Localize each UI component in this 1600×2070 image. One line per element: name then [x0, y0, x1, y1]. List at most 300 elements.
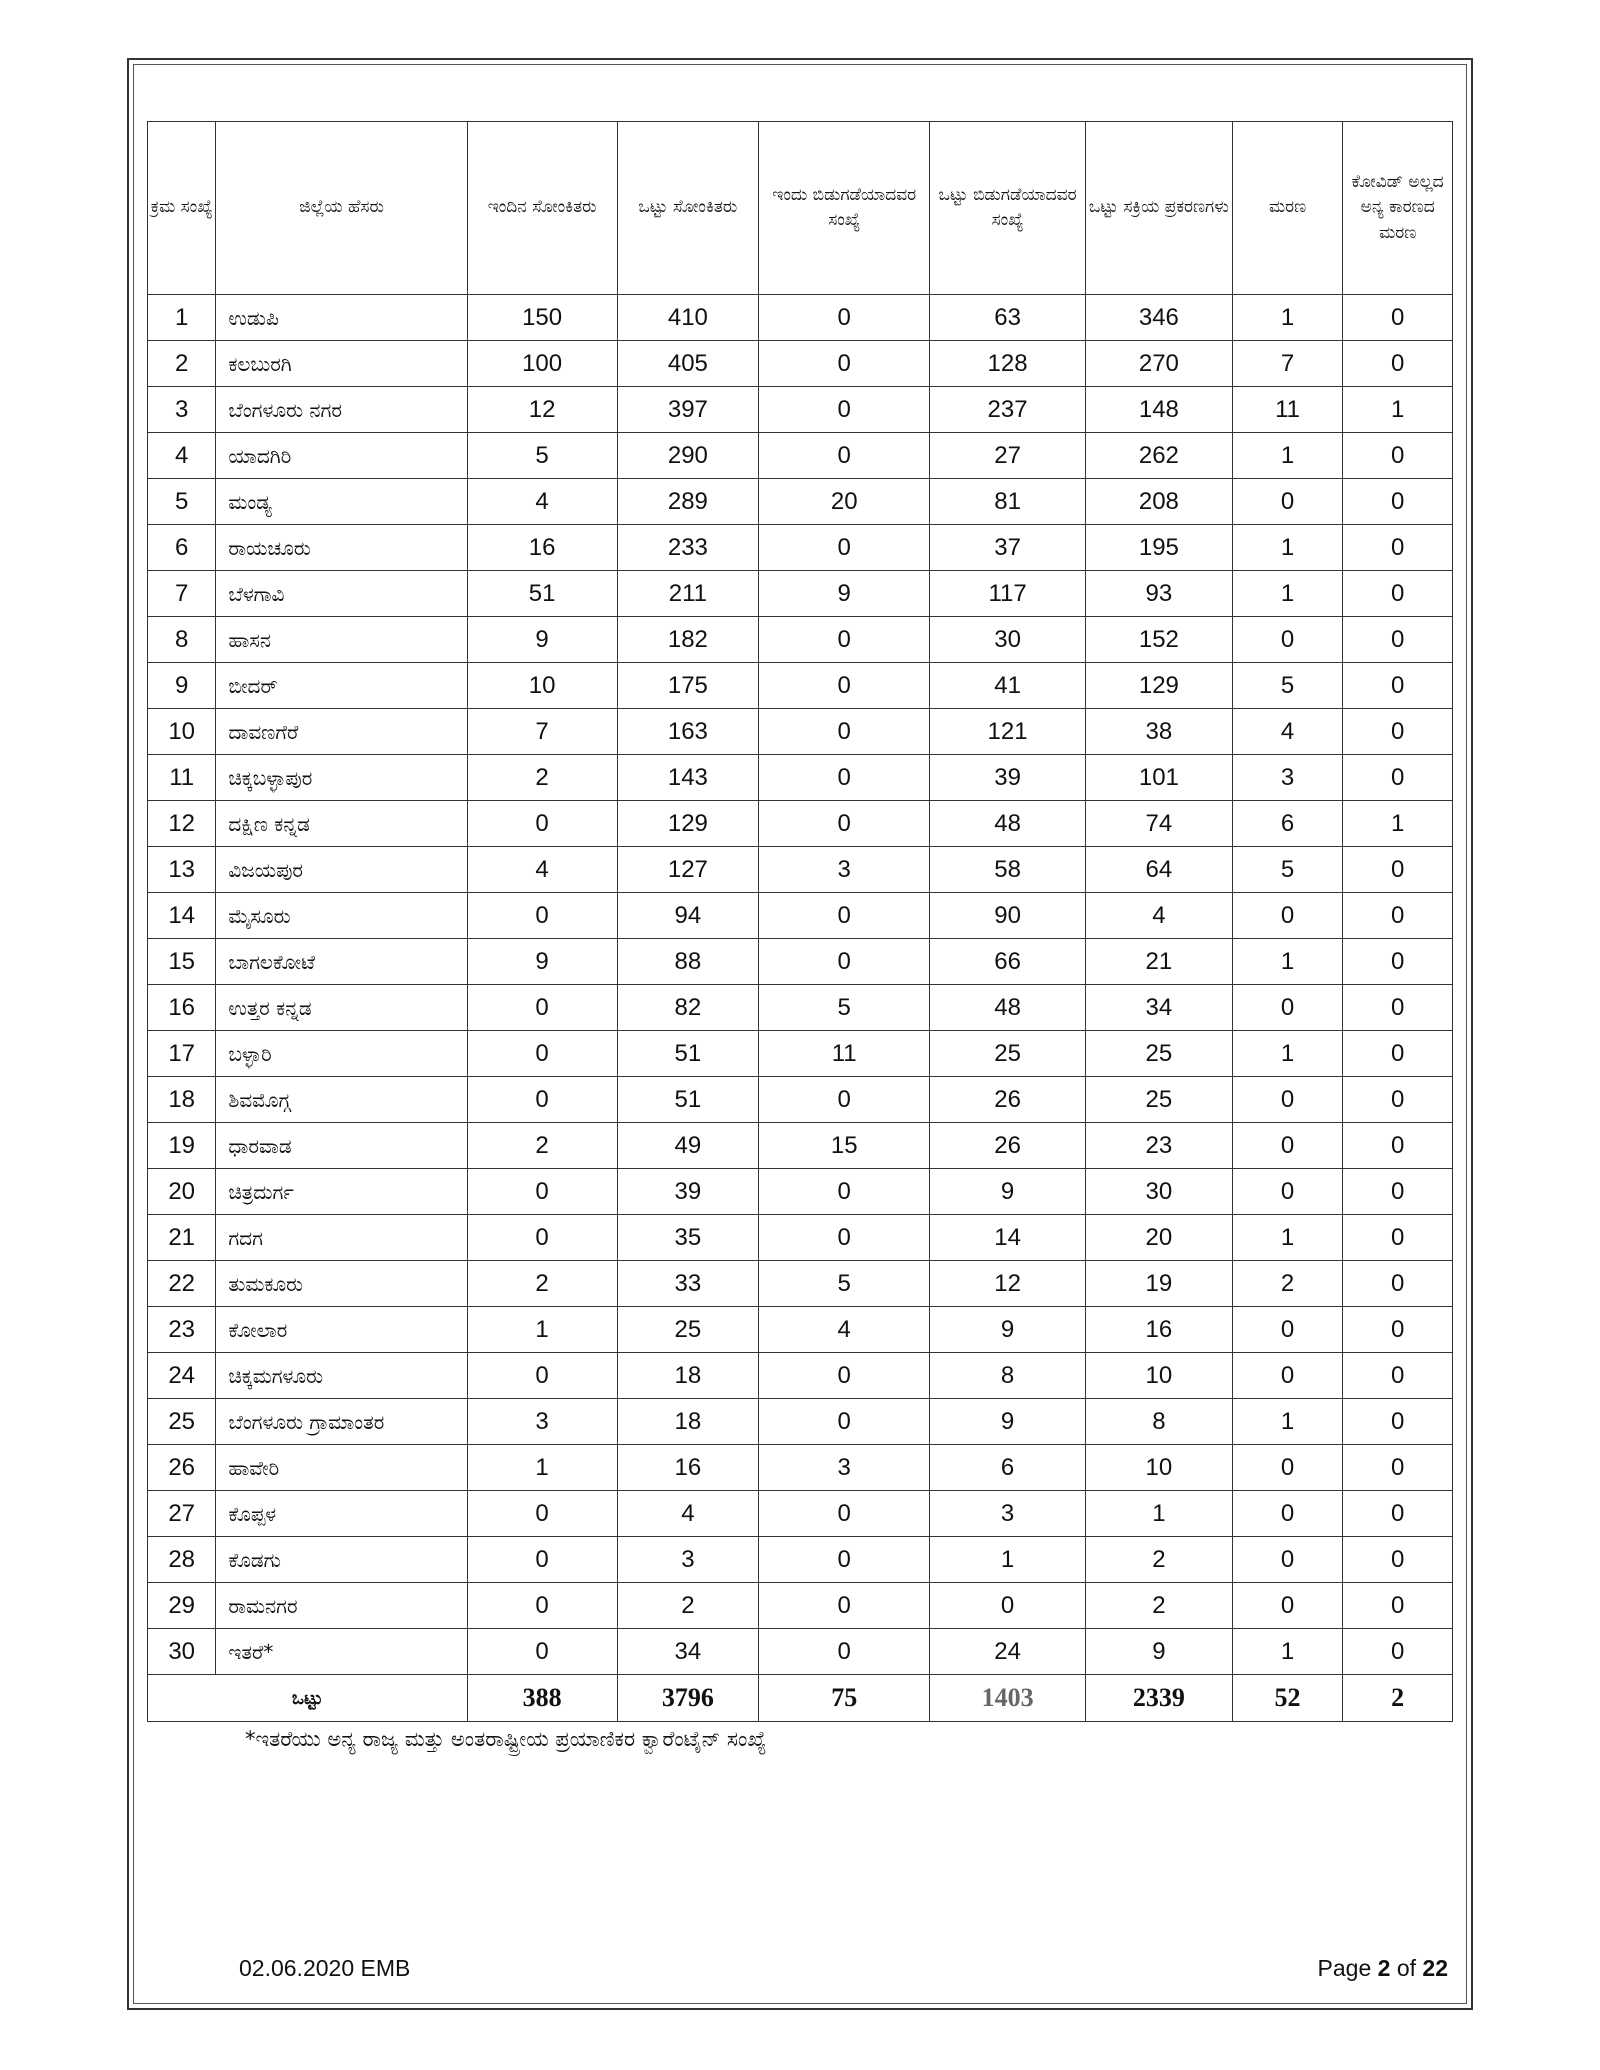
cell-non-covid-deaths: 0: [1343, 1261, 1453, 1307]
header-district-name: ಜಿಲ್ಲೆಯ ಹೆಸರು: [216, 122, 467, 295]
cell-total-positive: 211: [617, 571, 759, 617]
cell-total-positive: 2: [617, 1583, 759, 1629]
cell-today-discharged: 0: [759, 663, 930, 709]
cell-non-covid-deaths: 0: [1343, 1399, 1453, 1445]
total-label: ಒಟ್ಟು: [148, 1675, 468, 1722]
table-row: [148, 1399, 1453, 1445]
cell-non-covid-deaths: 0: [1343, 663, 1453, 709]
cell-serial-no: 30: [148, 1629, 216, 1675]
cell-non-covid-deaths: 0: [1343, 295, 1453, 341]
cell-total-discharged: 0: [930, 1583, 1086, 1629]
table-row: [148, 387, 1453, 433]
cell-deaths: 2: [1232, 1261, 1343, 1307]
header-total-discharged: ಒಟ್ಟು ಬಿಡುಗಡೆಯಾದವರ ಸಂಖ್ಯೆ: [930, 122, 1086, 295]
cell-active-cases: 8: [1085, 1399, 1232, 1445]
cell-today-discharged: 0: [759, 1583, 930, 1629]
cell-serial-no: 25: [148, 1399, 216, 1445]
table-row: [148, 1629, 1453, 1675]
cell-today-positive: 1: [467, 1445, 617, 1491]
cell-non-covid-deaths: 0: [1343, 1123, 1453, 1169]
cell-active-cases: 2: [1085, 1537, 1232, 1583]
header-today-positive: ಇಂದಿನ ಸೋಂಕಿತರು: [467, 122, 617, 295]
cell-serial-no: 23: [148, 1307, 216, 1353]
cell-serial-no: 22: [148, 1261, 216, 1307]
cell-deaths: 4: [1232, 709, 1343, 755]
cell-deaths: 0: [1232, 479, 1343, 525]
cell-total-positive: 405: [617, 341, 759, 387]
cell-total-discharged: 26: [930, 1077, 1086, 1123]
header-today-discharged: ಇಂದು ಬಿಡುಗಡೆಯಾದವರ ಸಂಖ್ಯೆ: [759, 122, 930, 295]
table-row: [148, 341, 1453, 387]
cell-serial-no: 7: [148, 571, 216, 617]
cell-deaths: 7: [1232, 341, 1343, 387]
cell-active-cases: 21: [1085, 939, 1232, 985]
cell-today-discharged: 20: [759, 479, 930, 525]
table-total-row: [148, 1675, 1453, 1722]
table-row: [148, 985, 1453, 1031]
cell-deaths: 1: [1232, 1215, 1343, 1261]
cell-active-cases: 270: [1085, 341, 1232, 387]
page-prefix: Page: [1317, 1955, 1372, 1981]
cell-active-cases: 34: [1085, 985, 1232, 1031]
cell-non-covid-deaths: 0: [1343, 571, 1453, 617]
cell-total-discharged: 128: [930, 341, 1086, 387]
table-row: [148, 1445, 1453, 1491]
cell-total-discharged: 9: [930, 1307, 1086, 1353]
cell-district-name: ಕೊಪ್ಪಳ: [216, 1491, 467, 1537]
total-active-cases: 2339: [1085, 1675, 1232, 1722]
cell-today-positive: 0: [467, 1077, 617, 1123]
cell-active-cases: 346: [1085, 295, 1232, 341]
cell-district-name: ಬೀದರ್: [216, 663, 467, 709]
cell-deaths: 0: [1232, 1445, 1343, 1491]
cell-today-discharged: 0: [759, 1399, 930, 1445]
cell-total-positive: 25: [617, 1307, 759, 1353]
cell-district-name: ವಿಜಯಪುರ: [216, 847, 467, 893]
cell-total-discharged: 117: [930, 571, 1086, 617]
cell-serial-no: 2: [148, 341, 216, 387]
cell-non-covid-deaths: 0: [1343, 1537, 1453, 1583]
cell-serial-no: 29: [148, 1583, 216, 1629]
cell-today-discharged: 4: [759, 1307, 930, 1353]
total-today-positive: 388: [467, 1675, 617, 1722]
cell-today-discharged: 0: [759, 617, 930, 663]
cell-district-name: ಚಿಕ್ಕಬಳ್ಳಾಪುರ: [216, 755, 467, 801]
cell-active-cases: 25: [1085, 1031, 1232, 1077]
cell-non-covid-deaths: 0: [1343, 1307, 1453, 1353]
cell-total-discharged: 30: [930, 617, 1086, 663]
cell-serial-no: 13: [148, 847, 216, 893]
cell-non-covid-deaths: 0: [1343, 1031, 1453, 1077]
cell-deaths: 1: [1232, 433, 1343, 479]
cell-deaths: 0: [1232, 1583, 1343, 1629]
cell-serial-no: 24: [148, 1353, 216, 1399]
cell-total-discharged: 25: [930, 1031, 1086, 1077]
cell-today-discharged: 0: [759, 341, 930, 387]
table-row: [148, 1261, 1453, 1307]
cell-deaths: 0: [1232, 617, 1343, 663]
cell-today-positive: 150: [467, 295, 617, 341]
cell-district-name: ಇತರೆ*: [216, 1629, 467, 1675]
cell-today-positive: 0: [467, 1583, 617, 1629]
table-row: [148, 939, 1453, 985]
cell-active-cases: 148: [1085, 387, 1232, 433]
cell-non-covid-deaths: 0: [1343, 1491, 1453, 1537]
cell-non-covid-deaths: 0: [1343, 1583, 1453, 1629]
cell-serial-no: 4: [148, 433, 216, 479]
cell-today-discharged: 11: [759, 1031, 930, 1077]
cell-deaths: 0: [1232, 1077, 1343, 1123]
cell-serial-no: 8: [148, 617, 216, 663]
cell-total-discharged: 1: [930, 1537, 1086, 1583]
cell-total-discharged: 37: [930, 525, 1086, 571]
cell-district-name: ಕಲಬುರಗಿ: [216, 341, 467, 387]
cell-district-name: ಬಳ್ಳಾರಿ: [216, 1031, 467, 1077]
cell-total-positive: 129: [617, 801, 759, 847]
cell-today-positive: 2: [467, 1123, 617, 1169]
cell-deaths: 1: [1232, 1399, 1343, 1445]
cell-serial-no: 27: [148, 1491, 216, 1537]
cell-total-discharged: 48: [930, 985, 1086, 1031]
table-row: [148, 1353, 1453, 1399]
cell-total-discharged: 14: [930, 1215, 1086, 1261]
cell-district-name: ಮಂಡ್ಯ: [216, 479, 467, 525]
cell-serial-no: 14: [148, 893, 216, 939]
page-current: 2: [1377, 1955, 1391, 1981]
cell-total-discharged: 58: [930, 847, 1086, 893]
table-row: [148, 893, 1453, 939]
cell-active-cases: 9: [1085, 1629, 1232, 1675]
cell-total-positive: 289: [617, 479, 759, 525]
cell-today-discharged: 9: [759, 571, 930, 617]
table-row: [148, 479, 1453, 525]
cell-active-cases: 38: [1085, 709, 1232, 755]
cell-non-covid-deaths: 0: [1343, 1353, 1453, 1399]
footer-date-code: 02.06.2020 EMB: [239, 1955, 411, 1981]
cell-total-discharged: 6: [930, 1445, 1086, 1491]
cell-serial-no: 6: [148, 525, 216, 571]
cell-serial-no: 12: [148, 801, 216, 847]
cell-non-covid-deaths: 0: [1343, 939, 1453, 985]
cell-non-covid-deaths: 0: [1343, 433, 1453, 479]
cell-today-positive: 4: [467, 479, 617, 525]
cell-serial-no: 1: [148, 295, 216, 341]
cell-serial-no: 18: [148, 1077, 216, 1123]
cell-today-positive: 0: [467, 893, 617, 939]
cell-district-name: ಬೆಳಗಾವಿ: [216, 571, 467, 617]
table-row: [148, 847, 1453, 893]
cell-today-positive: 1: [467, 1307, 617, 1353]
cell-district-name: ಮೈಸೂರು: [216, 893, 467, 939]
table-row: [148, 663, 1453, 709]
cell-non-covid-deaths: 0: [1343, 1445, 1453, 1491]
cell-active-cases: 20: [1085, 1215, 1232, 1261]
total-discharged: 1403: [930, 1675, 1086, 1722]
cell-total-discharged: 27: [930, 433, 1086, 479]
cell-total-discharged: 9: [930, 1169, 1086, 1215]
cell-district-name: ರಾಮನಗರ: [216, 1583, 467, 1629]
cell-today-discharged: 0: [759, 709, 930, 755]
cell-total-positive: 290: [617, 433, 759, 479]
cell-non-covid-deaths: 1: [1343, 801, 1453, 847]
cell-total-positive: 51: [617, 1031, 759, 1077]
cell-active-cases: 208: [1085, 479, 1232, 525]
table-body: [148, 295, 1453, 1675]
cell-serial-no: 21: [148, 1215, 216, 1261]
cell-active-cases: 4: [1085, 893, 1232, 939]
cell-district-name: ಚಿಕ್ಕಮಗಳೂರು: [216, 1353, 467, 1399]
cell-today-discharged: 3: [759, 1445, 930, 1491]
cell-today-discharged: 0: [759, 1491, 930, 1537]
cell-total-positive: 175: [617, 663, 759, 709]
cell-deaths: 0: [1232, 893, 1343, 939]
cell-district-name: ಉತ್ತರ ಕನ್ನಡ: [216, 985, 467, 1031]
cell-deaths: 0: [1232, 1491, 1343, 1537]
cell-today-discharged: 5: [759, 985, 930, 1031]
cell-non-covid-deaths: 0: [1343, 525, 1453, 571]
cell-today-positive: 0: [467, 1537, 617, 1583]
cell-today-discharged: 0: [759, 801, 930, 847]
cell-active-cases: 16: [1085, 1307, 1232, 1353]
table-row: [148, 1169, 1453, 1215]
cell-deaths: 5: [1232, 663, 1343, 709]
cell-deaths: 11: [1232, 387, 1343, 433]
cell-total-discharged: 41: [930, 663, 1086, 709]
total-non-covid-deaths: 2: [1343, 1675, 1453, 1722]
cell-today-discharged: 0: [759, 387, 930, 433]
cell-total-discharged: 66: [930, 939, 1086, 985]
cell-total-discharged: 8: [930, 1353, 1086, 1399]
cell-today-positive: 51: [467, 571, 617, 617]
cell-serial-no: 15: [148, 939, 216, 985]
cell-deaths: 1: [1232, 525, 1343, 571]
cell-serial-no: 17: [148, 1031, 216, 1077]
cell-non-covid-deaths: 0: [1343, 847, 1453, 893]
cell-deaths: 1: [1232, 1629, 1343, 1675]
cell-deaths: 0: [1232, 1307, 1343, 1353]
table-row: [148, 1077, 1453, 1123]
page-of: of: [1396, 1955, 1417, 1981]
cell-today-positive: 100: [467, 341, 617, 387]
cell-total-positive: 18: [617, 1399, 759, 1445]
cell-today-positive: 3: [467, 1399, 617, 1445]
cell-total-discharged: 3: [930, 1491, 1086, 1537]
cell-today-positive: 9: [467, 617, 617, 663]
cell-total-discharged: 90: [930, 893, 1086, 939]
table-row: [148, 1491, 1453, 1537]
cell-active-cases: 30: [1085, 1169, 1232, 1215]
cell-total-positive: 143: [617, 755, 759, 801]
table-row: [148, 571, 1453, 617]
cell-total-positive: 94: [617, 893, 759, 939]
cell-total-positive: 163: [617, 709, 759, 755]
cell-non-covid-deaths: 0: [1343, 755, 1453, 801]
cell-serial-no: 26: [148, 1445, 216, 1491]
cell-district-name: ದಾವಣಗೆರೆ: [216, 709, 467, 755]
cell-today-discharged: 0: [759, 1169, 930, 1215]
cell-district-name: ಉಡುಪಿ: [216, 295, 467, 341]
cell-district-name: ಧಾರವಾಡ: [216, 1123, 467, 1169]
cell-active-cases: 10: [1085, 1353, 1232, 1399]
table-header-row: [148, 122, 1453, 295]
cell-district-name: ಬೆಂಗಳೂರು ಗ್ರಾಮಾಂತರ: [216, 1399, 467, 1445]
cell-deaths: 5: [1232, 847, 1343, 893]
cell-non-covid-deaths: 0: [1343, 1629, 1453, 1675]
cell-non-covid-deaths: 0: [1343, 985, 1453, 1031]
cell-active-cases: 64: [1085, 847, 1232, 893]
cell-today-positive: 5: [467, 433, 617, 479]
cell-district-name: ತುಮಕೂರು: [216, 1261, 467, 1307]
cell-active-cases: 10: [1085, 1445, 1232, 1491]
cell-serial-no: 10: [148, 709, 216, 755]
cell-non-covid-deaths: 0: [1343, 709, 1453, 755]
cell-deaths: 1: [1232, 571, 1343, 617]
cell-total-positive: 233: [617, 525, 759, 571]
footnote: *ಇತರೆಯು ಅನ್ಯ ರಾಜ್ಯ ಮತ್ತು ಅಂತರಾಷ್ಟ್ರೀಯ ಪ್ರಯಾಣಿಕರ ಕ್ವಾರೆಂಟೈನ್ ಸಂಖ್ಯೆ: [245, 1727, 767, 1751]
table-row: [148, 709, 1453, 755]
cell-serial-no: 19: [148, 1123, 216, 1169]
cell-total-discharged: 48: [930, 801, 1086, 847]
cell-district-name: ಯಾದಗಿರಿ: [216, 433, 467, 479]
cell-district-name: ಕೋಲಾರ: [216, 1307, 467, 1353]
page-total: 22: [1422, 1955, 1448, 1981]
total-deaths: 52: [1232, 1675, 1343, 1722]
cell-total-positive: 4: [617, 1491, 759, 1537]
cell-today-discharged: 0: [759, 1077, 930, 1123]
cell-active-cases: 262: [1085, 433, 1232, 479]
cell-total-positive: 82: [617, 985, 759, 1031]
cell-non-covid-deaths: 0: [1343, 893, 1453, 939]
cell-non-covid-deaths: 0: [1343, 1169, 1453, 1215]
cell-total-discharged: 81: [930, 479, 1086, 525]
cell-serial-no: 16: [148, 985, 216, 1031]
cell-deaths: 3: [1232, 755, 1343, 801]
cell-deaths: 6: [1232, 801, 1343, 847]
table-row: [148, 525, 1453, 571]
cell-district-name: ಶಿವಮೊಗ್ಗ: [216, 1077, 467, 1123]
cell-total-discharged: 9: [930, 1399, 1086, 1445]
cell-today-discharged: 0: [759, 295, 930, 341]
header-active-cases: ಒಟ್ಟು ಸಕ್ರಿಯ ಪ್ರಕರಣಗಳು: [1085, 122, 1232, 295]
cell-deaths: 1: [1232, 1031, 1343, 1077]
cell-non-covid-deaths: 0: [1343, 341, 1453, 387]
cell-district-name: ಬಾಗಲಕೋಟೆ: [216, 939, 467, 985]
cell-total-positive: 49: [617, 1123, 759, 1169]
cell-deaths: 0: [1232, 1123, 1343, 1169]
cell-total-positive: 127: [617, 847, 759, 893]
cell-total-positive: 33: [617, 1261, 759, 1307]
cell-non-covid-deaths: 1: [1343, 387, 1453, 433]
cell-today-positive: 0: [467, 1031, 617, 1077]
cell-total-discharged: 237: [930, 387, 1086, 433]
cell-total-positive: 18: [617, 1353, 759, 1399]
cell-non-covid-deaths: 0: [1343, 1215, 1453, 1261]
total-positive: 3796: [617, 1675, 759, 1722]
cell-district-name: ಹಾಸನ: [216, 617, 467, 663]
footer-page-number: [1318, 1955, 1448, 1982]
cell-today-positive: 2: [467, 1261, 617, 1307]
cell-today-discharged: 0: [759, 1353, 930, 1399]
cell-district-name: ಕೊಡಗು: [216, 1537, 467, 1583]
cell-serial-no: 3: [148, 387, 216, 433]
cell-total-positive: 51: [617, 1077, 759, 1123]
cell-today-positive: 0: [467, 1353, 617, 1399]
cell-active-cases: 1: [1085, 1491, 1232, 1537]
cell-active-cases: 129: [1085, 663, 1232, 709]
cell-today-discharged: 5: [759, 1261, 930, 1307]
cell-total-positive: 410: [617, 295, 759, 341]
cell-serial-no: 20: [148, 1169, 216, 1215]
cell-today-discharged: 0: [759, 755, 930, 801]
cell-active-cases: 2: [1085, 1583, 1232, 1629]
cell-deaths: 0: [1232, 1169, 1343, 1215]
cell-active-cases: 152: [1085, 617, 1232, 663]
cell-deaths: 0: [1232, 985, 1343, 1031]
cell-serial-no: 9: [148, 663, 216, 709]
cell-today-discharged: 0: [759, 1215, 930, 1261]
table-row: [148, 1537, 1453, 1583]
cell-district-name: ಹಾವೇರಿ: [216, 1445, 467, 1491]
cell-total-positive: 34: [617, 1629, 759, 1675]
cell-today-discharged: 0: [759, 1629, 930, 1675]
cell-today-discharged: 3: [759, 847, 930, 893]
cell-total-positive: 182: [617, 617, 759, 663]
cell-active-cases: 101: [1085, 755, 1232, 801]
cell-district-name: ದಕ್ಷಿಣ ಕನ್ನಡ: [216, 801, 467, 847]
cell-serial-no: 5: [148, 479, 216, 525]
cell-today-positive: 0: [467, 801, 617, 847]
cell-active-cases: 23: [1085, 1123, 1232, 1169]
header-non-covid-deaths: ಕೋವಿಡ್ ಅಲ್ಲದ ಅನ್ಯ ಕಾರಣದ ಮರಣ: [1343, 122, 1453, 295]
table-row: [148, 1123, 1453, 1169]
cell-today-positive: 4: [467, 847, 617, 893]
cell-today-discharged: 0: [759, 525, 930, 571]
cell-today-positive: 12: [467, 387, 617, 433]
cell-total-discharged: 63: [930, 295, 1086, 341]
cell-today-positive: 10: [467, 663, 617, 709]
cell-today-positive: 9: [467, 939, 617, 985]
cell-today-discharged: 0: [759, 1537, 930, 1583]
table-row: [148, 801, 1453, 847]
cell-total-positive: 88: [617, 939, 759, 985]
cell-today-positive: 2: [467, 755, 617, 801]
header-deaths: ಮರಣ: [1232, 122, 1343, 295]
cell-total-discharged: 24: [930, 1629, 1086, 1675]
header-total-positive: ಒಟ್ಟು ಸೋಂಕಿತರು: [617, 122, 759, 295]
cell-non-covid-deaths: 0: [1343, 479, 1453, 525]
district-cases-table: [147, 121, 1453, 1722]
cell-today-discharged: 0: [759, 433, 930, 479]
cell-total-positive: 35: [617, 1215, 759, 1261]
table-row: [148, 295, 1453, 341]
cell-serial-no: 28: [148, 1537, 216, 1583]
cell-district-name: ಚಿತ್ರದುರ್ಗ: [216, 1169, 467, 1215]
cell-total-positive: 16: [617, 1445, 759, 1491]
cell-deaths: 1: [1232, 939, 1343, 985]
cell-today-positive: 0: [467, 1169, 617, 1215]
table-row: [148, 1031, 1453, 1077]
cell-today-positive: 0: [467, 1215, 617, 1261]
cell-deaths: 1: [1232, 295, 1343, 341]
table-row: [148, 1583, 1453, 1629]
cell-deaths: 0: [1232, 1537, 1343, 1583]
cell-active-cases: 74: [1085, 801, 1232, 847]
cell-serial-no: 11: [148, 755, 216, 801]
cell-total-discharged: 121: [930, 709, 1086, 755]
cell-active-cases: 19: [1085, 1261, 1232, 1307]
cell-total-positive: 39: [617, 1169, 759, 1215]
cell-total-positive: 397: [617, 387, 759, 433]
